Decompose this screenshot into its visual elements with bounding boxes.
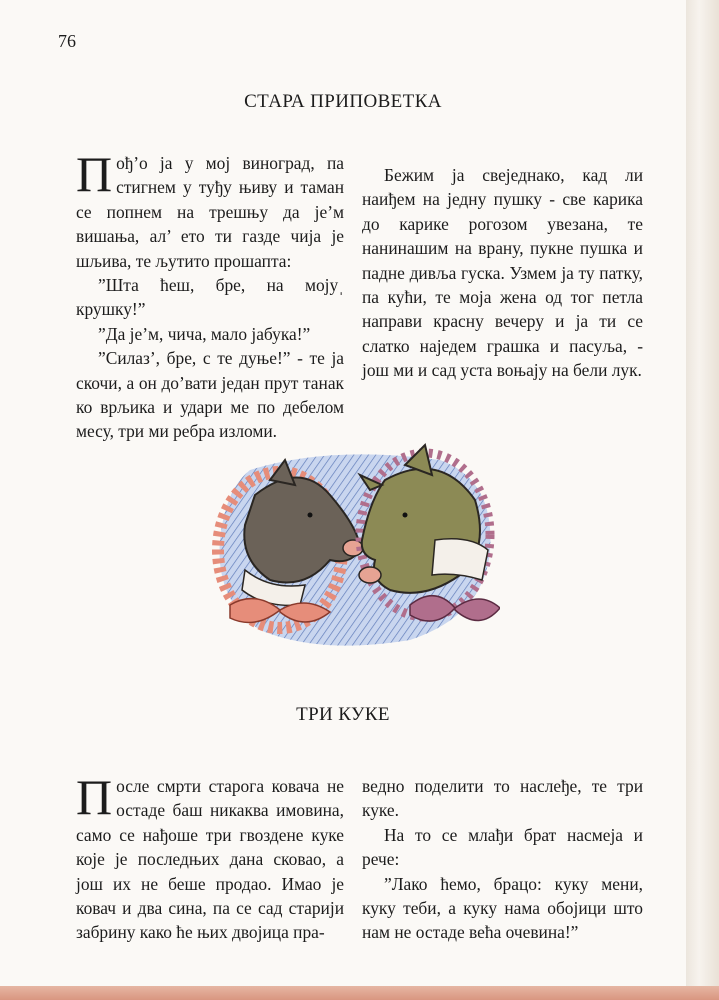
page-number: 76 (58, 31, 76, 51)
two-pigs-illustration (210, 440, 500, 650)
story2-left-column (76, 769, 344, 945)
story2-paragraph-2: ведно поделити то наслеђе, те три куке. (362, 776, 643, 821)
drop-cap: П (76, 146, 113, 202)
story1-paragraph-5: Бежим ја свеједнако, кад ли наиђем на једну пушку - све карика до карике рогозом увезана, те нанинашим на врану, пукне пушка и падне дивља гуска. Узмем ја ту патку, па кући, те моја жена од тог петла направи красну вечеру и ја ти се слатко наједем грашка и пасуља, - још ми и сад уста воњају на бели лук. (362, 165, 643, 381)
book-spine (686, 0, 719, 1000)
story1-paragraph-2: ”Шта ћеш, бре, на мојуˌ крушку!” (76, 275, 344, 320)
story2-right-column (362, 774, 643, 945)
story1-paragraph-3: ”Да је’м, чича, мало јабука!” (98, 323, 311, 344)
story2-paragraph-4: ”Лако ћемо, брацо: куку мени, куку теби, а куку нама обојици што нам не остаде већа очевина!” (362, 873, 643, 943)
story-title-2: ТРИ КУКЕ (296, 704, 390, 725)
story-title-1: СТАРА ПРИПОВЕТКА (244, 91, 442, 112)
story1-paragraph-4: ”Силаз’, бре, с те дуње!” - те ја скочи, а он до’вати један прут танак ко врљика и удари ме по дебелом месу, три ми ребра изломи. (76, 348, 344, 442)
page-bottom-edge (0, 986, 719, 1000)
story1-paragraph-1: Пођ’о ја у мој виноград, па стигнем у туђу њиву и таман се попнем на трешњу да је’м вишања, ал’ ето ти газде чија је шљива, те љутито прошапта: (76, 146, 344, 271)
drop-cap-2: П (76, 769, 113, 825)
story2-paragraph-3: На то се млађи брат насмеја и рече: (362, 824, 643, 870)
story1-right-column (362, 163, 643, 383)
story2-paragraph-1: После смрти старога ковача не остаде баш никаква имовина, само се нађоше три гвоздене куке које је последњих дана сковао, а још их не беше продао. Имао је ковач и два сина, па се сад старији забрину како ће њих двојица пра- (76, 769, 344, 943)
story1-left-column (76, 146, 344, 444)
